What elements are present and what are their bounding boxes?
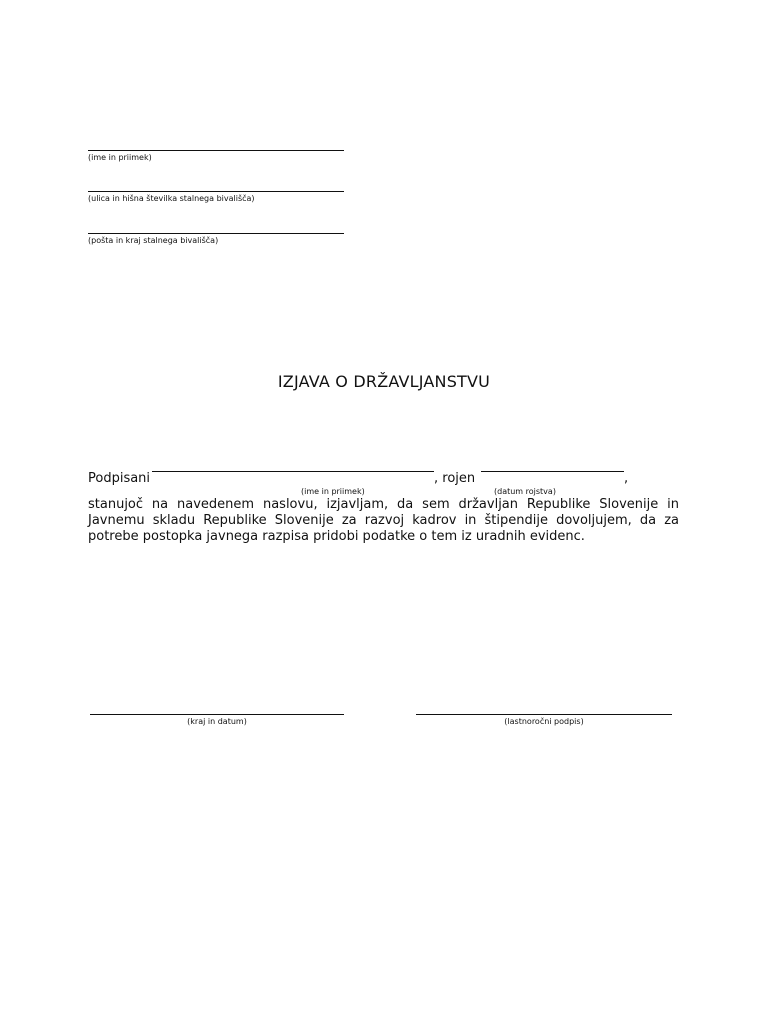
street-field[interactable]	[88, 191, 344, 204]
signature-line	[416, 714, 672, 715]
place-date-field[interactable]	[90, 714, 344, 727]
street-line	[88, 191, 344, 192]
post-line	[88, 233, 344, 234]
post-caption: (pošta in kraj stalnega bivališča)	[88, 236, 219, 245]
trailing-comma: ,	[624, 471, 629, 486]
place-date-line	[90, 714, 344, 715]
name-line	[88, 150, 344, 151]
name-inline-caption: (ime in priimek)	[301, 487, 365, 496]
birthdate-blank[interactable]	[481, 471, 624, 472]
signed-label: Podpisani	[88, 471, 151, 486]
born-label: , rojen	[434, 471, 476, 486]
statement-paragraph: stanujoč na navedenem naslovu, izjavljam, da sem državljan Republike Slovenije in Javnemu skladu Republike Slovenije za razvoj kadrov in štipendije dovoljujem, da za potrebe postopka javnega razpisa pridobi podatke o tem iz uradnih evidenc.	[88, 497, 679, 544]
signature-field[interactable]	[416, 714, 672, 727]
statement-block	[88, 471, 679, 545]
signature-caption: (lastnoročni podpis)	[504, 717, 584, 726]
place-date-caption: (kraj in datum)	[187, 717, 247, 726]
post-field[interactable]	[88, 233, 344, 246]
birthdate-inline-caption: (datum rojstva)	[494, 487, 556, 496]
name-caption: (ime in priimek)	[88, 153, 152, 162]
document-title: IZJAVA O DRŽAVLJANSTVU	[277, 372, 491, 391]
street-caption: (ulica in hišna številka stalnega bivališča)	[88, 194, 255, 203]
applicant-name-field[interactable]	[88, 150, 344, 163]
statement-first-line	[88, 471, 679, 496]
signed-name-blank[interactable]	[152, 471, 434, 472]
